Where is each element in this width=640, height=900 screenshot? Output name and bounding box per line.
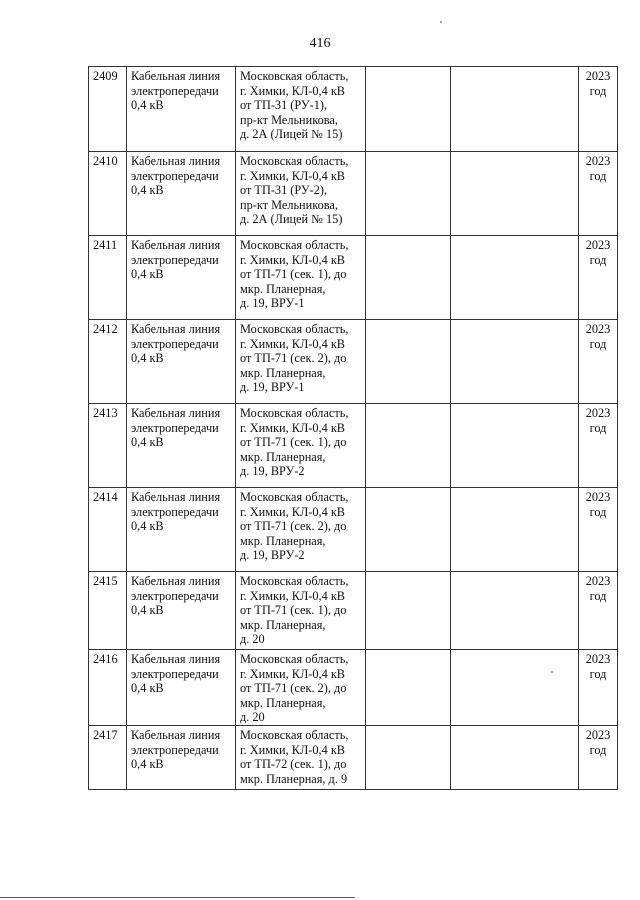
empty-cell (451, 725, 579, 789)
object-address-cell (236, 488, 366, 572)
year-line: год (589, 420, 607, 435)
empty-cell (366, 725, 451, 789)
object-name-line: 0,4 кВ (131, 757, 164, 772)
object-address-line: мкр. Планерная, (240, 449, 326, 464)
year-cell (579, 152, 618, 236)
row-number: 2416 (89, 650, 127, 726)
object-address-line: от ТП-71 (сек. 1), до (240, 267, 347, 282)
year-cell (579, 320, 618, 404)
year-line: 2023 (585, 238, 611, 252)
year-cell (579, 572, 618, 650)
object-address-line: от ТП-71 (сек. 2), до (240, 519, 347, 534)
object-name-cell (127, 650, 236, 726)
object-name-line: электропередачи (131, 252, 219, 267)
object-name-line: электропередачи (131, 588, 219, 603)
empty-cell (451, 236, 579, 320)
object-address-line: от ТП-71 (сек. 1), до (240, 603, 347, 618)
page-number: 416 (309, 36, 331, 51)
year-line: год (589, 588, 607, 603)
object-name-line: 0,4 кВ (131, 183, 164, 198)
year-line: год (589, 336, 607, 351)
object-address-line: Московская область, (240, 490, 349, 504)
object-name-line: электропередачи (131, 666, 219, 681)
object-address-line: пр-кт Мельникова, (240, 112, 338, 127)
object-address-line: Московская область, (240, 406, 349, 420)
object-address-cell (236, 67, 366, 152)
year-cell (579, 725, 618, 789)
object-address-line: г. Химки, КЛ-0,4 кВ (240, 336, 346, 351)
year-line: 2023 (585, 727, 611, 742)
object-name-cell (127, 488, 236, 572)
object-address-line: Московская область, (240, 322, 349, 336)
empty-cell (451, 488, 579, 572)
object-name-cell (127, 404, 236, 488)
empty-cell (451, 320, 579, 404)
object-address-line: Московская область, (240, 238, 349, 252)
object-address-line: мкр. Планерная, (240, 533, 326, 548)
row-number: 2409 (89, 67, 127, 152)
row-number: 2417 (89, 725, 127, 789)
object-name-line: Кабельная линия (131, 574, 221, 588)
object-name-line: 0,4 кВ (131, 351, 164, 366)
object-name-line: Кабельная линия (131, 154, 221, 168)
object-address-line: от ТП-31 (РУ-2), (240, 183, 328, 198)
object-address-line: д. 19, ВРУ-2 (240, 548, 305, 563)
registry-table (88, 66, 618, 790)
object-name-line: Кабельная линия (131, 406, 221, 420)
object-name-line: Кабельная линия (131, 69, 221, 83)
year-cell (579, 67, 618, 152)
table-row (89, 236, 618, 320)
object-name-cell (127, 320, 236, 404)
object-address-line: от ТП-71 (сек. 2), до (240, 681, 347, 696)
object-address-line: мкр. Планерная, (240, 695, 326, 710)
object-address-cell (236, 152, 366, 236)
table-row (89, 725, 618, 789)
year-cell (579, 236, 618, 320)
object-name-line: 0,4 кВ (131, 681, 164, 696)
object-name-line: электропередачи (131, 504, 219, 519)
object-address-line: д. 19, ВРУ-1 (240, 380, 305, 395)
table-row (89, 152, 618, 236)
object-name-cell (127, 572, 236, 650)
row-number: 2412 (89, 320, 127, 404)
empty-cell (366, 650, 451, 726)
object-address-line: д. 2А (Лицей № 15) (240, 212, 343, 227)
year-line: 2023 (585, 322, 611, 336)
empty-cell (451, 152, 579, 236)
empty-cell (451, 67, 579, 152)
object-name-line: 0,4 кВ (131, 267, 164, 282)
row-number: 2415 (89, 572, 127, 650)
table-row (89, 488, 618, 572)
table-row (89, 320, 618, 404)
object-address-line: г. Химки, КЛ-0,4 кВ (240, 504, 346, 519)
object-name-line: электропередачи (131, 168, 219, 183)
registry-table-body (89, 67, 618, 790)
object-address-line: мкр. Планерная, д. 9 (240, 771, 348, 786)
year-line: год (589, 252, 607, 267)
object-name-line: электропередачи (131, 83, 219, 98)
year-line: 2023 (585, 652, 611, 666)
object-name-line: Кабельная линия (131, 652, 221, 666)
object-address-line: пр-кт Мельникова, (240, 197, 338, 212)
year-line: год (589, 666, 607, 681)
year-line: 2023 (585, 574, 611, 588)
object-address-line: д. 20 (240, 632, 265, 647)
object-address-cell (236, 320, 366, 404)
object-name-line: 0,4 кВ (131, 435, 164, 450)
object-address-line: г. Химки, КЛ-0,4 кВ (240, 83, 346, 98)
object-name-line: электропередачи (131, 742, 219, 757)
object-address-line: мкр. Планерная, (240, 365, 326, 380)
object-name-cell (127, 236, 236, 320)
object-address-cell (236, 404, 366, 488)
table-row (89, 67, 618, 152)
year-cell (579, 404, 618, 488)
object-name-line: Кабельная линия (131, 490, 221, 504)
object-address-line: Московская область, (240, 574, 349, 588)
empty-cell (366, 67, 451, 152)
table-row (89, 404, 618, 488)
empty-cell (366, 320, 451, 404)
year-line: 2023 (585, 154, 611, 168)
object-address-line: г. Химки, КЛ-0,4 кВ (240, 420, 346, 435)
row-number: 2414 (89, 488, 127, 572)
object-name-line: Кабельная линия (131, 238, 221, 252)
object-address-line: мкр. Планерная, (240, 617, 326, 632)
table-row (89, 572, 618, 650)
object-address-line: Московская область, (240, 727, 349, 742)
row-number: 2411 (89, 236, 127, 320)
footer-line (0, 897, 355, 898)
empty-cell (451, 650, 579, 726)
object-name-cell (127, 725, 236, 789)
object-address-line: от ТП-72 (сек. 1), до (240, 757, 347, 772)
year-line: год (589, 168, 607, 183)
object-address-line: г. Химки, КЛ-0,4 кВ (240, 252, 346, 267)
row-number: 2410 (89, 152, 127, 236)
year-line: год (589, 742, 607, 757)
empty-cell (451, 572, 579, 650)
object-address-line: д. 20 (240, 710, 265, 725)
object-address-line: от ТП-71 (сек. 2), до (240, 351, 347, 366)
empty-cell (366, 404, 451, 488)
object-address-cell (236, 725, 366, 789)
year-cell (579, 488, 618, 572)
table-row (89, 650, 618, 726)
object-name-cell (127, 67, 236, 152)
year-line: год (589, 83, 607, 98)
row-number: 2413 (89, 404, 127, 488)
object-address-cell (236, 572, 366, 650)
object-address-line: от ТП-71 (сек. 1), до (240, 435, 347, 450)
scan-speck (440, 21, 442, 23)
object-address-cell (236, 650, 366, 726)
object-name-line: Кабельная линия (131, 322, 221, 336)
object-name-line: электропередачи (131, 420, 219, 435)
year-line: год (589, 504, 607, 519)
empty-cell (366, 572, 451, 650)
year-line: 2023 (585, 490, 611, 504)
empty-cell (451, 404, 579, 488)
scan-speck (551, 671, 553, 673)
object-address-line: г. Химки, КЛ-0,4 кВ (240, 588, 346, 603)
object-address-line: г. Химки, КЛ-0,4 кВ (240, 168, 346, 183)
year-line: 2023 (585, 406, 611, 420)
object-address-line: г. Химки, КЛ-0,4 кВ (240, 666, 346, 681)
object-name-line: 0,4 кВ (131, 603, 164, 618)
object-address-line: г. Химки, КЛ-0,4 кВ (240, 742, 346, 757)
object-address-line: Московская область, (240, 69, 349, 83)
object-address-line: от ТП-31 (РУ-1), (240, 98, 328, 113)
empty-cell (366, 236, 451, 320)
empty-cell (366, 152, 451, 236)
object-name-cell (127, 152, 236, 236)
object-name-line: Кабельная линия (131, 727, 221, 742)
object-name-line: 0,4 кВ (131, 98, 164, 113)
object-address-line: д. 19, ВРУ-1 (240, 296, 305, 311)
object-address-line: мкр. Планерная, (240, 281, 326, 296)
object-address-line: д. 19, ВРУ-2 (240, 464, 305, 479)
object-address-cell (236, 236, 366, 320)
object-address-line: д. 2А (Лицей № 15) (240, 127, 343, 142)
year-line: 2023 (585, 69, 611, 83)
empty-cell (366, 488, 451, 572)
object-address-line: Московская область, (240, 154, 349, 168)
object-name-line: электропередачи (131, 336, 219, 351)
year-cell (579, 650, 618, 726)
object-address-line: Московская область, (240, 652, 349, 666)
object-name-line: 0,4 кВ (131, 519, 164, 534)
